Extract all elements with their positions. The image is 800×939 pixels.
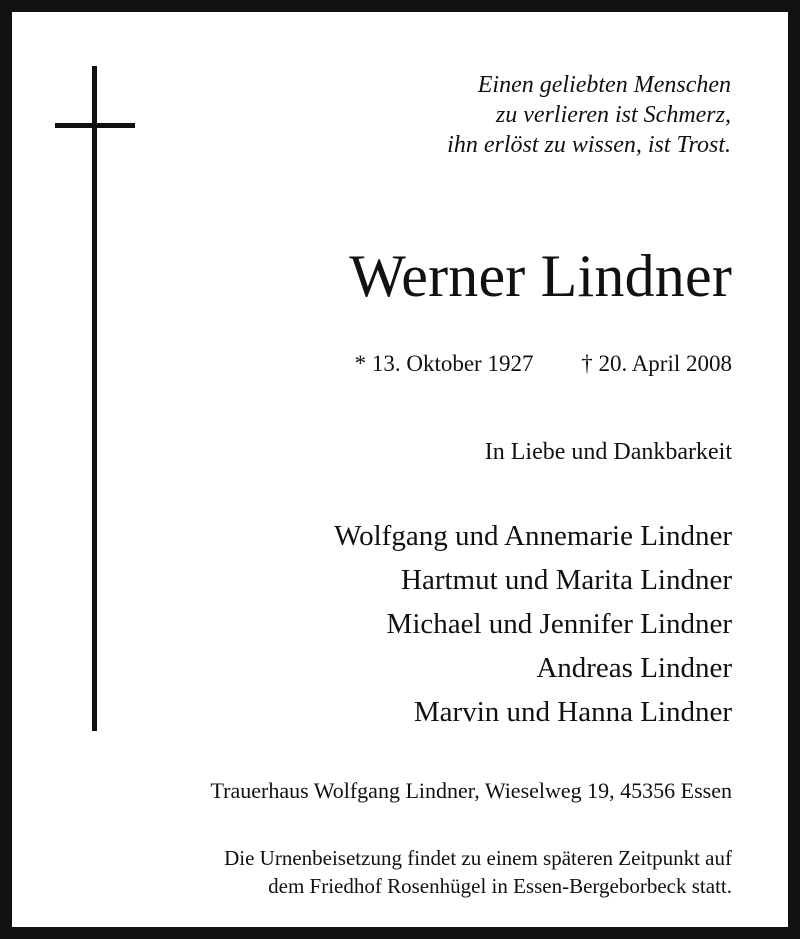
notice-line: Die Urnenbeisetzung findet zu einem späteren Zeitpunkt auf: [224, 846, 732, 870]
memorial-quote: [311, 70, 731, 160]
quote-line: ihn erlöst zu wissen, ist Trost.: [447, 132, 731, 158]
birth-date: * 13. Oktober 1927: [354, 351, 534, 376]
cross-icon: [92, 66, 97, 731]
quote-line: Einen geliebten Menschen: [477, 72, 731, 98]
death-date: † 20. April 2008: [581, 351, 732, 376]
family-member: Michael und Jennifer Lindner: [386, 608, 732, 640]
family-list: [132, 514, 732, 734]
family-member: Andreas Lindner: [536, 652, 732, 684]
burial-notice: [12, 844, 732, 900]
cross-icon-crossbar: [55, 123, 135, 128]
quote-line: zu verlieren ist Schmerz,: [495, 102, 731, 128]
family-member: Wolfgang und Annemarie Lindner: [334, 520, 732, 552]
family-member: Marvin und Hanna Lindner: [413, 696, 732, 728]
life-dates: [212, 349, 732, 379]
mourning-house-address: Trauerhaus Wolfgang Lindner, Wieselweg 19, 45356 Essen: [210, 778, 732, 803]
dedication-text: In Liebe und Dankbarkeit: [484, 439, 732, 465]
family-member: Hartmut und Marita Lindner: [401, 564, 732, 596]
deceased-name: Werner Lindner: [349, 243, 732, 309]
notice-line: dem Friedhof Rosenhügel in Essen-Bergeborbeck statt.: [268, 874, 732, 898]
